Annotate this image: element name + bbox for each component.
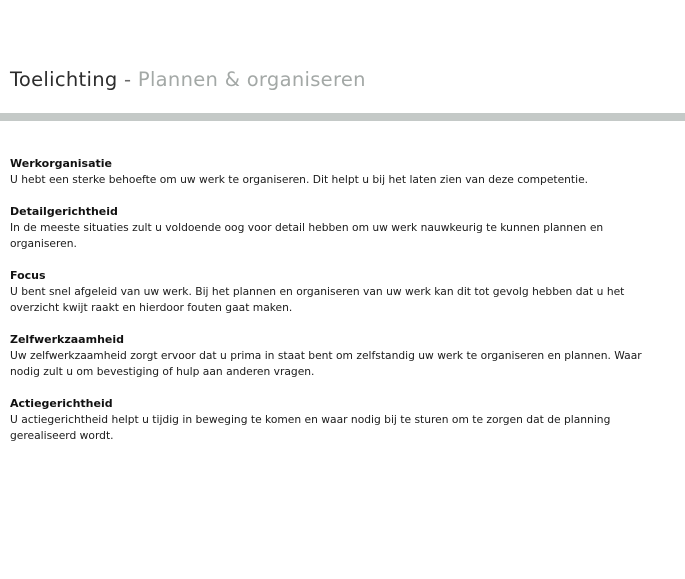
- section-title: Actiegerichtheid: [10, 397, 113, 410]
- section-zelfwerkzaamheid: [10, 332, 650, 380]
- section-werkorganisatie: [10, 156, 650, 188]
- section-text: U actiegerichtheid helpt u tijdig in beweging te komen en waar nodig bij te sturen om te zorgen dat de planning gerealiseerd wordt.: [10, 413, 611, 442]
- section-focus: [10, 268, 650, 316]
- section-title: Zelfwerkzaamheid: [10, 333, 125, 346]
- section-text: U bent snel afgeleid van uw werk. Bij het plannen en organiseren van uw werk kan dit tot gevolg hebben dat u het overzicht kwijt raakt en hierdoor fouten gaat maken.: [10, 285, 625, 314]
- section-title: Focus: [10, 269, 46, 282]
- section-title: Detailgerichtheid: [10, 205, 118, 218]
- title-separator: -: [117, 68, 138, 91]
- section-text: U hebt een sterke behoefte om uw werk te organiseren. Dit helpt u bij het laten zien van deze competentie.: [10, 173, 589, 186]
- section-detailgerichtheid: [10, 204, 650, 252]
- section-actiegerichtheid: [10, 396, 650, 444]
- page-header: [10, 68, 366, 91]
- section-text: Uw zelfwerkzaamheid zorgt ervoor dat u prima in staat bent om zelfstandig uw werk te organiseren en plannen. Waar nodig zult u om bevestiging of hulp aan anderen vragen.: [10, 349, 642, 378]
- sections-list: [10, 156, 650, 460]
- page-subtitle: Plannen & organiseren: [137, 68, 366, 91]
- section-text: In de meeste situaties zult u voldoende oog voor detail hebben om uw werk nauwkeurig te kunnen plannen en organiseren.: [10, 221, 604, 250]
- section-title: Werkorganisatie: [10, 157, 112, 170]
- header-divider: [0, 113, 685, 121]
- page-title: Toelichting: [10, 68, 118, 91]
